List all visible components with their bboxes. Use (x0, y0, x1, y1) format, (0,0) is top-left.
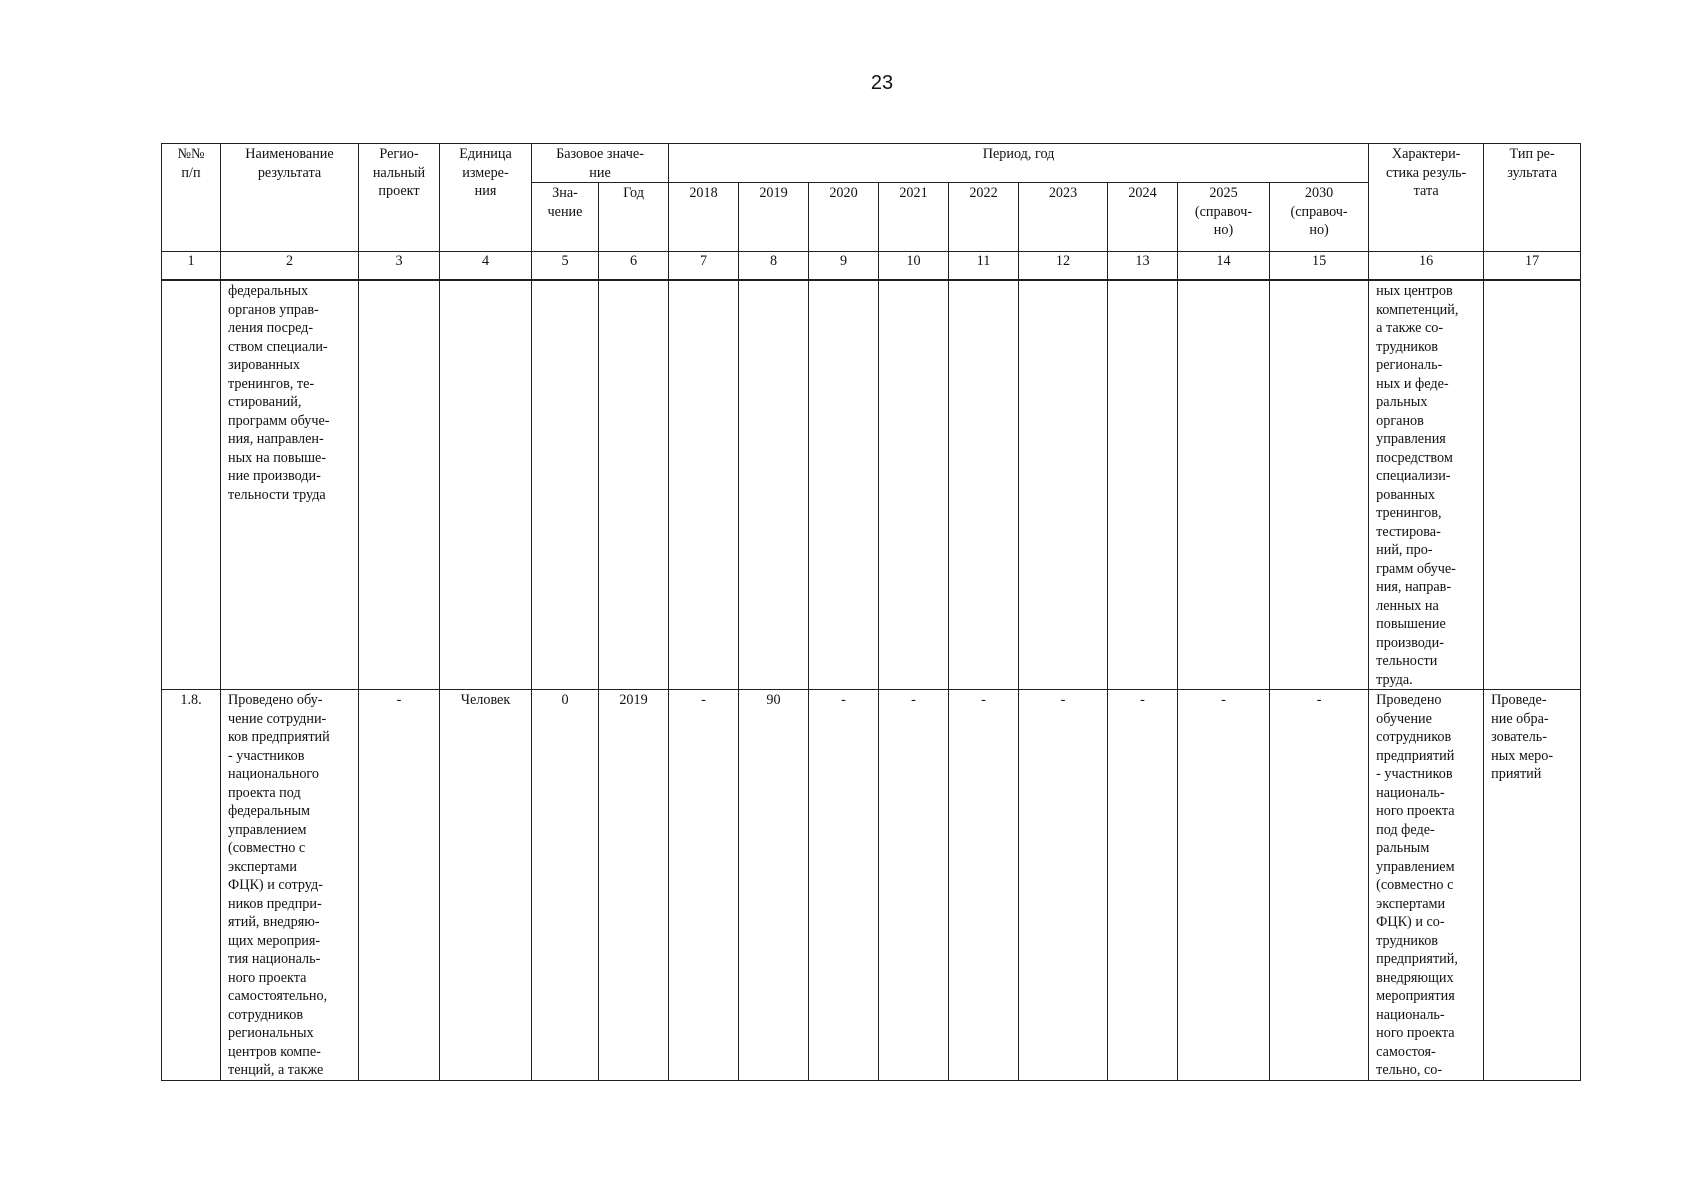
column-number: 1 (162, 252, 221, 281)
row-base-value (532, 280, 599, 690)
column-number: 15 (1270, 252, 1369, 281)
header-row-1 (162, 144, 1581, 183)
header-name: Наименование результата (221, 144, 359, 252)
row-year-value: - (879, 690, 949, 1081)
row-year-value: - (949, 690, 1019, 1081)
row-unit (440, 280, 532, 690)
row-regional: - (359, 690, 440, 1081)
row-year-value: - (1019, 690, 1108, 1081)
column-number: 10 (879, 252, 949, 281)
row-base-value: 0 (532, 690, 599, 1081)
results-table (161, 143, 1581, 1081)
header-base-year: Год (599, 183, 669, 252)
row-base-year: 2019 (599, 690, 669, 1081)
column-number: 11 (949, 252, 1019, 281)
column-number: 3 (359, 252, 440, 281)
row-year-value (1270, 280, 1369, 690)
column-number: 4 (440, 252, 532, 281)
row-characteristic: ных центров компетенций, а также со- трудников региональ- ных и феде- ральных органов управления посредством специализи- рованных тренингов, тестирова- ний, про- грамм обуче- ния, направ- ленных на повышение производи- тельности труда. (1369, 280, 1484, 690)
row-base-year (599, 280, 669, 690)
column-number: 6 (599, 252, 669, 281)
header-year: 2025 (справоч- но) (1178, 183, 1270, 252)
header-year: 2023 (1019, 183, 1108, 252)
row-year-value (669, 280, 739, 690)
header-base-value: Зна- чение (532, 183, 599, 252)
row-name: федеральных органов управ- ления посред- ством специали- зированных тренингов, те- стирований, программ обуче- ния, направлен- ных на повыше- ние производи- тельности труда (221, 280, 359, 690)
row-year-value (1019, 280, 1108, 690)
header-num: №№ п/п (162, 144, 221, 252)
table-row (162, 690, 1581, 1081)
header-unit: Единица измере- ния (440, 144, 532, 252)
header-year: 2020 (809, 183, 879, 252)
column-number: 13 (1108, 252, 1178, 281)
row-year-value: - (1270, 690, 1369, 1081)
column-number: 12 (1019, 252, 1108, 281)
column-number: 8 (739, 252, 809, 281)
table-row (162, 280, 1581, 690)
row-regional (359, 280, 440, 690)
header-characteristic: Характери- стика резуль- тата (1369, 144, 1484, 252)
column-number: 14 (1178, 252, 1270, 281)
header-year: 2021 (879, 183, 949, 252)
row-year-value: - (1178, 690, 1270, 1081)
row-year-value: 90 (739, 690, 809, 1081)
page-number: 23 (870, 72, 894, 94)
row-year-value (809, 280, 879, 690)
column-number: 9 (809, 252, 879, 281)
column-number-row (162, 252, 1581, 281)
header-type: Тип ре- зультата (1484, 144, 1581, 252)
row-year-value (949, 280, 1019, 690)
column-number: 2 (221, 252, 359, 281)
column-number: 7 (669, 252, 739, 281)
header-year: 2024 (1108, 183, 1178, 252)
header-year: 2019 (739, 183, 809, 252)
header-period: Период, год (669, 144, 1369, 183)
row-characteristic: Проведено обучение сотрудников предприятий - участников националь- ного проекта под феде- ральным управлением (совместно с экспертами ФЦК) и со- трудников предприятий, внедряющих мероприятия националь- ного проекта самостоя- тельно, со- (1369, 690, 1484, 1081)
column-number: 5 (532, 252, 599, 281)
row-type: Проведе- ние обра- зователь- ных меро- приятий (1484, 690, 1581, 1081)
row-name: Проведено обу- чение сотрудни- ков предприятий - участников национального проекта под федеральным управлением (совместно с экспертами ФЦК) и сотруд- ников предпри- ятий, внедряю- щих мероприя- тия националь- ного проекта самостоятельно, сотрудников региональных центров компе- тенций, а также (221, 690, 359, 1081)
row-year-value (739, 280, 809, 690)
header-year: 2018 (669, 183, 739, 252)
column-number: 16 (1369, 252, 1484, 281)
row-year-value: - (669, 690, 739, 1081)
row-year-value (1178, 280, 1270, 690)
row-year-value (1108, 280, 1178, 690)
row-num (162, 280, 221, 690)
row-num: 1.8. (162, 690, 221, 1081)
header-year: 2030 (справоч- но) (1270, 183, 1369, 252)
header-year: 2022 (949, 183, 1019, 252)
header-base: Базовое значе- ние (532, 144, 669, 183)
row-year-value: - (809, 690, 879, 1081)
row-year-value (879, 280, 949, 690)
row-year-value: - (1108, 690, 1178, 1081)
header-regional: Регио- нальный проект (359, 144, 440, 252)
row-type (1484, 280, 1581, 690)
row-unit: Человек (440, 690, 532, 1081)
column-number: 17 (1484, 252, 1581, 281)
